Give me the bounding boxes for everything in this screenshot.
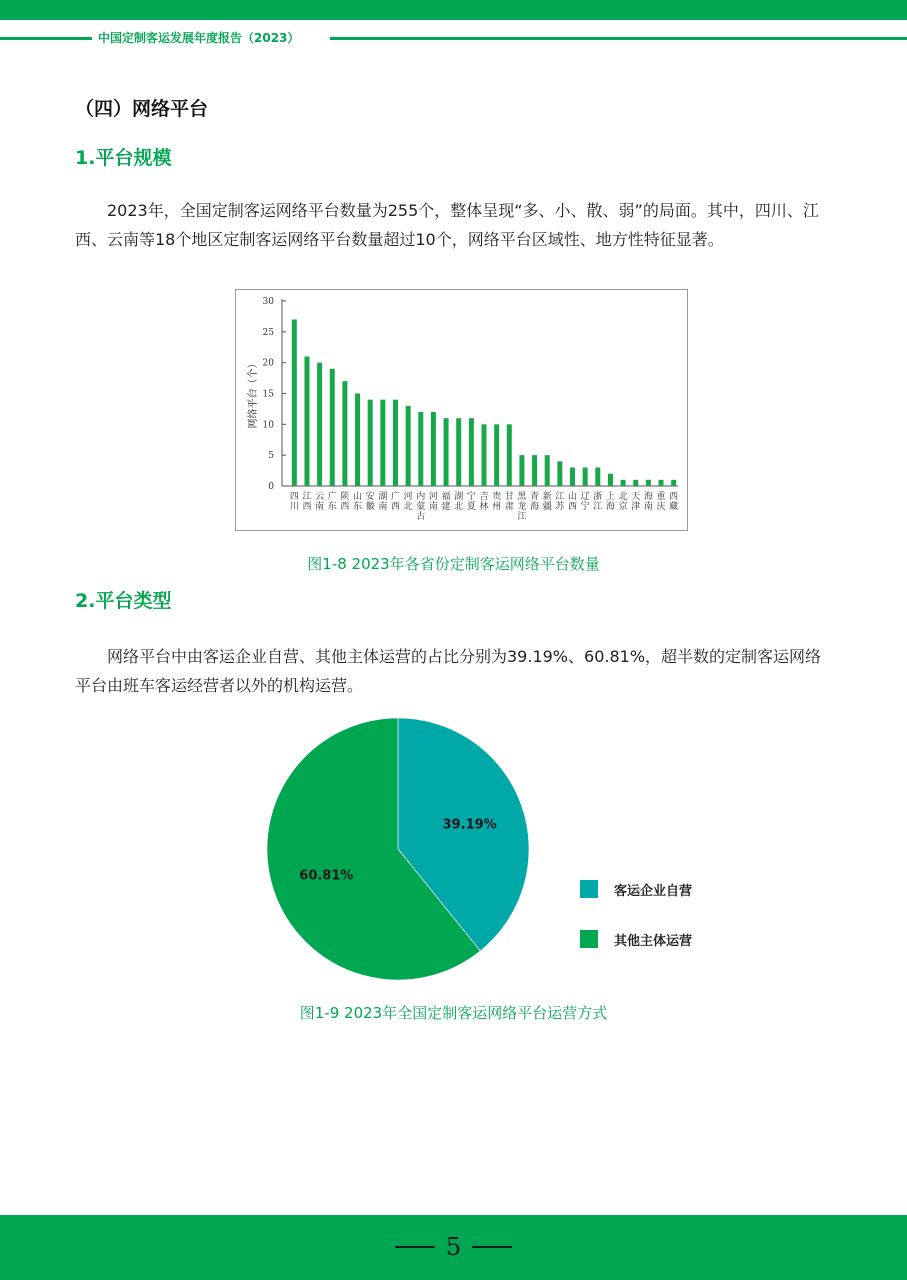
bar-重庆 — [659, 480, 664, 486]
bar-安徽 — [368, 400, 373, 486]
bar-陕西 — [342, 381, 347, 486]
y-tick-label: 5 — [268, 451, 274, 462]
bar-四川 — [292, 320, 297, 487]
bar-福建 — [444, 418, 449, 486]
pie-chart-wrap — [265, 716, 531, 982]
bar-浙江 — [595, 468, 600, 487]
x-tick-label: 四川 — [289, 492, 299, 512]
page-number-dash-right — [472, 1246, 512, 1248]
pie-label-self-operated: 39.19% — [442, 817, 497, 833]
bar-湖北 — [456, 418, 461, 486]
x-tick-label: 云南 — [315, 492, 325, 512]
bar-chart-box — [235, 289, 688, 531]
bar-西藏 — [671, 480, 676, 486]
x-tick-label: 福建 — [441, 492, 451, 512]
y-tick-label: 10 — [262, 420, 274, 431]
bar-上海 — [608, 474, 613, 486]
bar-chart — [236, 290, 687, 530]
subsection-title-scale: 1.平台规模 — [75, 147, 172, 169]
pie-chart — [265, 716, 531, 982]
bar-宁夏 — [469, 418, 474, 486]
x-tick-label: 山西 — [568, 492, 578, 512]
x-tick-label: 广东 — [327, 492, 337, 512]
bar-黑龙江 — [519, 455, 524, 486]
x-tick-label: 广西 — [390, 492, 400, 512]
x-tick-label: 湖北 — [454, 492, 464, 512]
bar-江西 — [304, 357, 309, 487]
legend-swatch-other — [580, 930, 598, 948]
y-axis-label: 网络平台（个） — [248, 358, 259, 429]
bar-辽宁 — [583, 468, 588, 487]
bar-山西 — [570, 468, 575, 487]
section-title: （四）网络平台 — [75, 98, 209, 120]
bar-甘肃 — [507, 424, 512, 486]
x-tick-label: 宁夏 — [466, 492, 476, 512]
x-tick-label: 北京 — [618, 492, 628, 512]
figure-caption-1-8: 图1-8 2023年各省份定制客运网络平台数量 — [307, 555, 600, 573]
subsection-title-type: 2.平台类型 — [75, 590, 172, 612]
page-number-area — [0, 1233, 907, 1263]
x-tick-label: 海南 — [643, 492, 653, 512]
x-tick-label: 江苏 — [555, 492, 565, 512]
bar-内蒙古 — [418, 412, 423, 486]
x-tick-label: 辽宁 — [580, 492, 590, 512]
y-tick-label: 30 — [262, 297, 274, 307]
y-tick-label: 0 — [268, 482, 274, 492]
x-tick-label: 西藏 — [669, 492, 679, 512]
paragraph-scale: 2023年，全国定制客运网络平台数量为255个，整体呈现“多、小、散、弱”的局面。其中，四川、江西、云南等18个地区定制客运网络平台数量超过10个，网络平台区域性、地方性特征显著。 — [75, 201, 819, 249]
x-tick-label: 天津 — [631, 492, 641, 512]
header-rule-left — [0, 37, 100, 40]
legend-label-self-operated: 客运企业自营 — [614, 884, 693, 899]
x-tick-label: 江西 — [302, 492, 312, 512]
y-tick-label: 20 — [262, 358, 274, 369]
x-tick-label: 内蒙古 — [416, 492, 426, 522]
x-tick-label: 黑龙江 — [517, 492, 527, 522]
bar-吉林 — [482, 424, 487, 486]
bar-广西 — [393, 400, 398, 486]
figure-caption-1-9: 图1-9 2023年全国定制客运网络平台运营方式 — [299, 1004, 608, 1022]
running-header: 中国定制客运发展年度报告（2023） — [92, 29, 305, 46]
page-number: 5 — [445, 1233, 462, 1261]
bar-河南 — [431, 412, 436, 486]
x-tick-label: 重庆 — [656, 492, 666, 512]
legend-label-other: 其他主体运营 — [614, 934, 693, 949]
bar-江苏 — [557, 461, 562, 486]
pie-label-other: 60.81% — [299, 868, 354, 884]
x-tick-label: 安徽 — [365, 492, 375, 512]
x-tick-label: 河北 — [403, 492, 413, 512]
bar-新疆 — [545, 455, 550, 486]
paragraph-type: 网络平台中由客运企业自营、其他主体运营的占比分别为39.19%、60.81%，超半数的定制客运网络平台由班车客运经营者以外的机构运营。 — [75, 647, 822, 695]
x-tick-label: 湖南 — [378, 492, 388, 512]
bar-广东 — [330, 369, 335, 486]
x-tick-label: 青海 — [530, 492, 540, 512]
bar-湖南 — [380, 400, 385, 486]
x-tick-label: 吉林 — [479, 492, 489, 512]
bar-河北 — [406, 406, 411, 486]
header-rule-right — [330, 37, 907, 40]
legend-swatch-self-operated — [580, 880, 598, 898]
x-tick-label: 新疆 — [542, 492, 552, 512]
bar-青海 — [532, 455, 537, 486]
bar-海南 — [646, 480, 651, 486]
x-tick-label: 河南 — [428, 492, 438, 512]
y-tick-label: 25 — [262, 327, 274, 338]
x-tick-label: 浙江 — [593, 492, 603, 512]
y-tick-label: 15 — [262, 389, 274, 400]
x-tick-label: 甘肃 — [504, 492, 514, 512]
page-number-dash-left — [395, 1246, 435, 1248]
bar-贵州 — [494, 424, 499, 486]
x-tick-label: 山东 — [353, 492, 363, 512]
bar-山东 — [355, 394, 360, 487]
bar-云南 — [317, 363, 322, 486]
x-tick-label: 陕西 — [340, 492, 350, 512]
bar-北京 — [621, 480, 626, 486]
top-band — [0, 0, 907, 20]
x-tick-label: 贵州 — [492, 492, 502, 512]
x-tick-label: 上海 — [605, 492, 615, 512]
bar-天津 — [633, 480, 638, 486]
